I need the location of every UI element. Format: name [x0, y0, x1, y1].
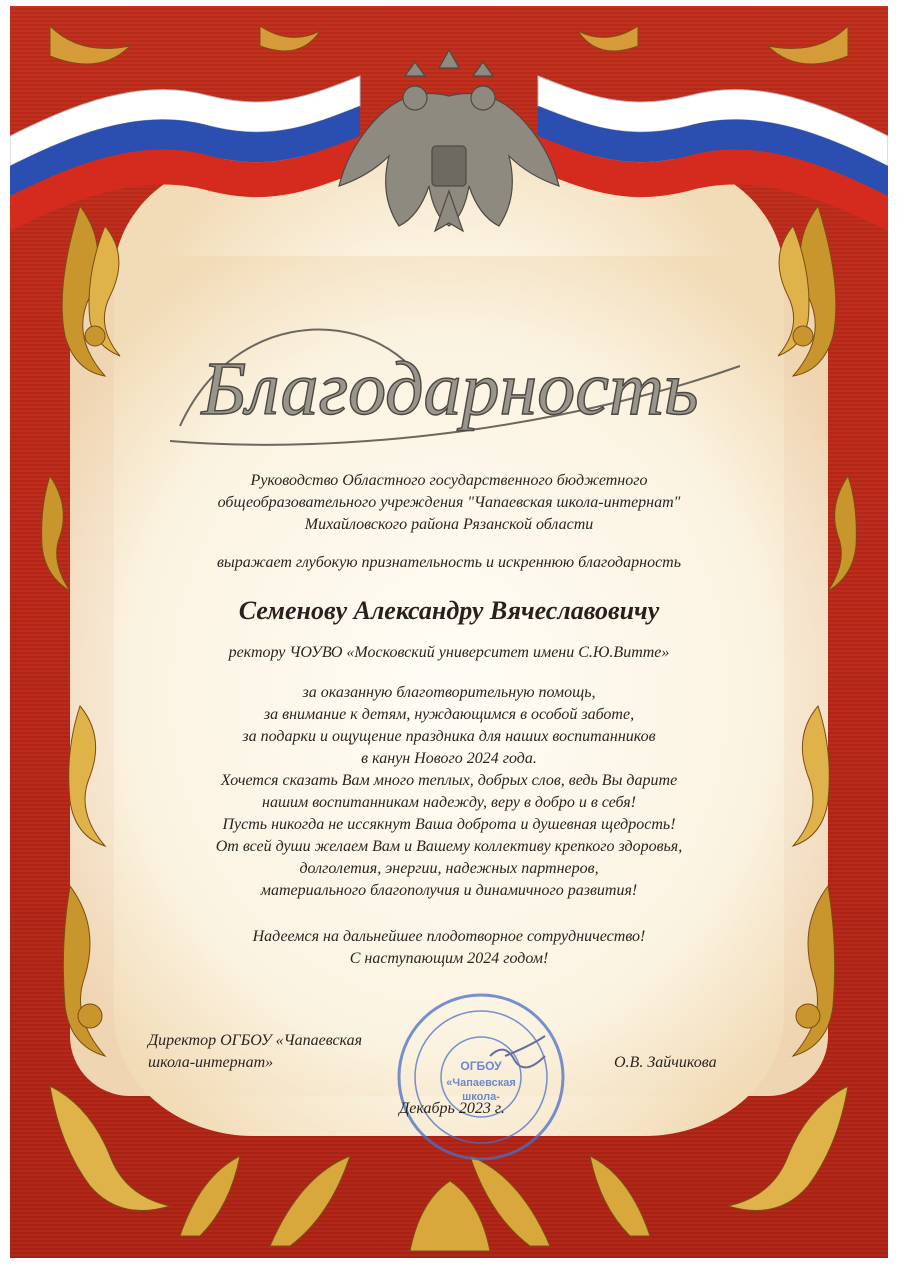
body-line-7: Пусть никогда не иссякнут Ваша доброта и душевная щедрость! [222, 816, 676, 833]
signer-title-line-2: школа-интернат» [148, 1054, 274, 1071]
body-line-5: Хочется сказать Вам много теплых, добрых слов, ведь Вы дарите [220, 772, 678, 789]
org-line-3: Михайловского района Рязанской области [304, 516, 594, 533]
org-line-2: общеобразовательного учреждения "Чапаевская школа-интернат" [217, 494, 681, 511]
signer-title-line-1: Директор ОГБОУ «Чапаевская [148, 1032, 363, 1049]
body-line-1: за оказанную благотворительную помощь, [302, 684, 596, 701]
body-line-9: долголетия, энергии, надежных партнеров, [299, 860, 599, 877]
recipient-name: Семенову Александру Вячеславовичу [238, 596, 660, 625]
recipient-position: ректору ЧОУВО «Московский университет имени С.Ю.Витте» [228, 644, 670, 661]
svg-text:ОГБОУ: ОГБОУ [460, 1059, 502, 1073]
stamp-seal [396, 992, 566, 1162]
body-line-10: материального благополучия и динамичного развития! [260, 882, 638, 899]
svg-text:школа-: школа- [462, 1091, 500, 1103]
closing-line-1: Надеемся на дальнейшее плодотворное сотрудничество! [252, 928, 646, 945]
body-line-4: в канун Нового 2024 года. [361, 750, 537, 767]
certificate-sheet [10, 6, 888, 1258]
expresses-line: выражает глубокую признательность и искреннюю благодарность [216, 554, 681, 571]
body-line-6: нашим воспитанникам надежду, веру в добро и в себя! [262, 794, 636, 811]
title-calligraphy [150, 306, 750, 456]
closing-text [10, 926, 888, 970]
body-line-3: за подарки и ощущение праздника для наших воспитанников [242, 728, 656, 745]
svg-text:«Чапаевская: «Чапаевская [446, 1077, 516, 1089]
certificate-title: Благодарность [201, 347, 699, 431]
signer-name: О.В. Зайчикова [614, 1054, 717, 1071]
issue-date: Декабрь 2023 г. [399, 1100, 505, 1117]
body-line-2: за внимание к детям, нуждающимся в особой заботе, [263, 706, 635, 723]
body-line-8: От всей души желаем Вам и Вашему коллективу крепкого здоровья, [215, 838, 683, 855]
org-line-1: Руководство Областного государственного бюджетного [250, 472, 648, 489]
org-block [10, 470, 888, 536]
body-text [10, 682, 888, 902]
closing-line-2: С наступающим 2024 годом! [349, 950, 549, 967]
